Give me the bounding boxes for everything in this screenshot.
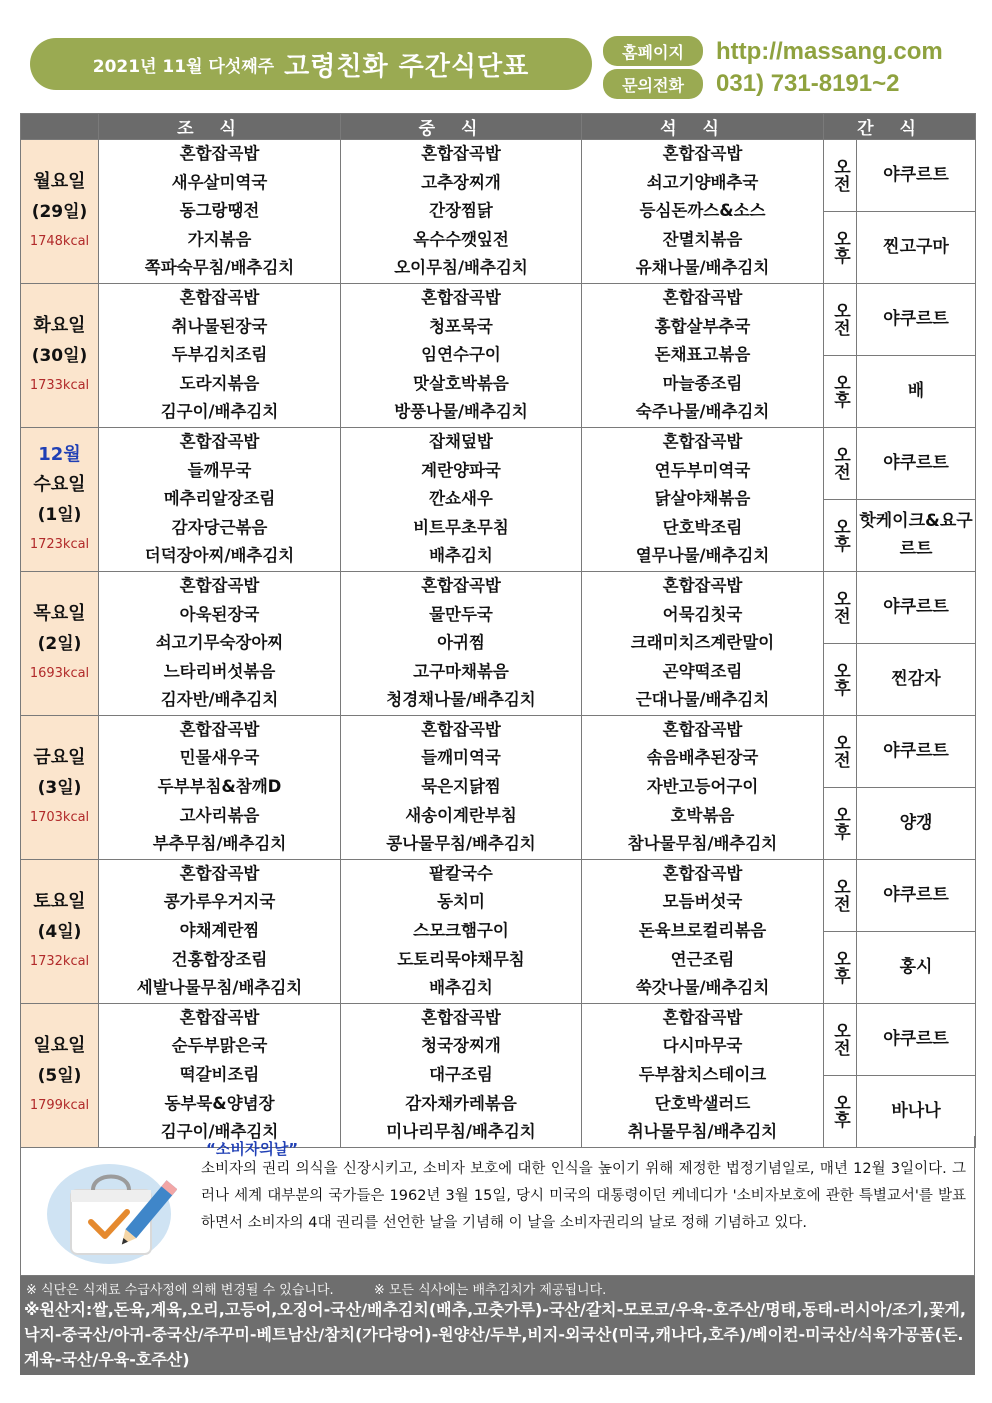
note-title: “소비자의날”	[206, 1140, 299, 1158]
menu-item: 고추장찌개	[421, 172, 501, 192]
lunch-cell	[341, 1003, 582, 1147]
day-row	[21, 283, 976, 355]
header-dinner: 석식	[582, 114, 824, 140]
menu-item: 연근조림	[670, 949, 735, 969]
day-cell	[21, 427, 99, 571]
header-empty	[21, 114, 99, 140]
snack-time-pm: 오후	[824, 499, 857, 571]
menu-item: 자반고등어구이	[646, 777, 759, 797]
menu-item: 쪽파숙무침/배추김치	[144, 258, 295, 278]
menu-item: 혼합잡곡밥	[179, 287, 260, 307]
day-cell	[21, 571, 99, 715]
menu-item: 혼합잡곡밥	[662, 144, 743, 163]
snack-am: 야쿠르트	[857, 283, 976, 355]
menu-item: 도토리묵야채무침	[397, 949, 525, 969]
weekly-menu-table	[20, 113, 976, 1148]
breakfast-cell	[99, 140, 341, 284]
snack-time-am: 오전	[824, 283, 857, 355]
menu-item: 물만두국	[429, 604, 493, 624]
menu-item: 솎음배추된장국	[646, 748, 759, 768]
day-month: 12월	[38, 443, 81, 465]
day-date: (29일)	[31, 202, 88, 223]
snack-time-am: 오전	[824, 1003, 857, 1075]
menu-item: 감자채카레볶음	[405, 1093, 517, 1113]
menu-item: 단호박조림	[662, 517, 743, 537]
menu-item: 혼합잡곡밥	[179, 575, 260, 595]
day-kcal: 1748kcal	[29, 234, 90, 250]
day-row	[21, 571, 976, 643]
day-date: (3일)	[37, 778, 82, 799]
snack-pm: 홍시	[857, 931, 976, 1003]
breakfast-cell	[99, 283, 341, 427]
menu-item: 혼합잡곡밥	[421, 1007, 501, 1027]
snack-pm: 찐감자	[857, 643, 976, 715]
menu-item: 유채나물/배추김치	[635, 258, 770, 278]
notice-kimchi: ※ 모든 식사에는 배추김치가 제공됩니다.	[373, 1283, 607, 1298]
day-cell	[21, 140, 99, 284]
menu-item: 청국장찌개	[421, 1036, 501, 1056]
snack-time-am: 오전	[824, 859, 857, 931]
snack-time-pm: 오후	[824, 1075, 857, 1147]
menu-item: 혼합잡곡밥	[421, 144, 501, 163]
menu-item: 고구마채볶음	[413, 661, 509, 681]
lunch-cell	[341, 571, 582, 715]
menu-item: 감자당근볶음	[171, 517, 268, 537]
menu-item: 건홍합장조림	[171, 949, 268, 969]
table-header-row	[21, 114, 976, 140]
menu-item: 임연수구이	[421, 345, 501, 365]
menu-item: 아귀찜	[437, 633, 485, 653]
snack-time-pm: 오후	[824, 931, 857, 1003]
menu-item: 어묵김칫국	[662, 604, 743, 624]
menu-item: 단호박샐러드	[654, 1093, 751, 1113]
breakfast-cell	[99, 715, 341, 859]
menu-item: 비트무초무침	[413, 517, 509, 537]
menu-item: 팥칼국수	[429, 863, 493, 883]
menu-item: 참나물무침/배추김치	[627, 834, 778, 854]
snack-am: 야쿠르트	[857, 140, 976, 212]
menu-item: 맛살호박볶음	[413, 373, 509, 393]
phone-number: 031) 731-8191~2	[716, 70, 900, 97]
menu-item: 취나물무침/배추김치	[627, 1122, 778, 1142]
snack-am: 야쿠르트	[857, 427, 976, 499]
menu-item: 콩나물무침/배추김치	[386, 834, 536, 854]
menu-item: 혼합잡곡밥	[421, 287, 501, 307]
menu-item: 김구이/배추김치	[160, 402, 279, 422]
breakfast-cell	[99, 1003, 341, 1147]
breakfast-cell	[99, 427, 341, 571]
day-date: (4일)	[37, 922, 82, 943]
breakfast-cell	[99, 859, 341, 1003]
header-breakfast: 조식	[99, 114, 341, 140]
day-date: (1일)	[37, 504, 82, 525]
menu-item: 새우살미역국	[171, 172, 268, 192]
homepage-label: 홈페이지	[603, 36, 703, 66]
snack-time-am: 오전	[824, 140, 857, 212]
day-row	[21, 427, 976, 499]
day-kcal: 1799kcal	[29, 1098, 90, 1114]
snack-pm: 양갱	[857, 787, 976, 859]
day-kcal: 1723kcal	[29, 536, 90, 552]
menu-item: 민물새우국	[179, 748, 260, 768]
menu-item: 고사리볶음	[179, 805, 260, 825]
menu-item: 깐쇼새우	[429, 489, 493, 509]
menu-item: 배추김치	[429, 546, 493, 566]
menu-item: 대구조림	[429, 1065, 493, 1084]
day-row	[21, 715, 976, 787]
day-kcal: 1703kcal	[29, 810, 90, 826]
menu-item: 혼합잡곡밥	[421, 719, 501, 739]
footer	[20, 1276, 975, 1375]
menu-item: 김구이/배추김치	[160, 1122, 279, 1142]
consumer-day-note	[20, 1136, 975, 1276]
menu-item: 등심돈까스&소스	[639, 201, 766, 221]
menu-item: 야채계란찜	[179, 921, 260, 941]
menu-item: 쑥갓나물/배추김치	[635, 978, 770, 998]
note-body: 소비자의 권리 의식을 신장시키고, 소비자 보호에 대한 인식을 높이기 위해 제정한 법정기념일로, 매년 12월 3일이다. 그러나 세계 대부분의 국가들은 1962년 3월 15일, 당시 미국의 대통령이던 케네디가 '소비자보호에 관한 특별교서'를 발표하면서 소비자의 4대 권리를 선언한 날을 기념해 이 날을 소비자권리의 날로 정해 기념하고 있다.	[201, 1161, 966, 1231]
header-lunch: 중식	[341, 114, 582, 140]
menu-item: 미나리무침/배추김치	[386, 1122, 536, 1142]
snack-time-pm: 오후	[824, 211, 857, 283]
menu-item: 세발나물무침/배추김치	[136, 978, 303, 998]
menu-item: 쇠고기양배추국	[646, 172, 759, 192]
menu-item: 취나물된장국	[171, 316, 268, 336]
menu-item: 청포묵국	[429, 316, 493, 336]
header-snack: 간식	[824, 114, 976, 140]
menu-item: 스모크햄구이	[413, 921, 509, 941]
menu-item: 도라지볶음	[179, 373, 260, 393]
menu-item: 모듬버섯국	[662, 892, 743, 912]
day-name: 화요일	[33, 315, 86, 337]
day-row	[21, 1003, 976, 1075]
menu-item: 옥수수깻잎전	[413, 229, 509, 249]
dinner-cell	[582, 859, 824, 1003]
menu-item: 연두부미역국	[654, 460, 751, 480]
menu-item: 김자반/배추김치	[160, 690, 279, 710]
day-cell	[21, 283, 99, 427]
snack-time-pm: 오후	[824, 355, 857, 427]
menu-item: 들깨무국	[187, 460, 252, 480]
menu-item: 아욱된장국	[179, 604, 260, 624]
menu-item: 혼합잡곡밥	[179, 863, 260, 883]
day-kcal: 1732kcal	[29, 954, 90, 970]
day-kcal: 1733kcal	[29, 378, 90, 394]
day-name: 수요일	[33, 473, 86, 495]
menu-item: 혼합잡곡밥	[662, 719, 743, 739]
snack-time-am: 오전	[824, 571, 857, 643]
menu-item: 마늘종조림	[662, 373, 743, 393]
day-name: 토요일	[33, 891, 86, 913]
menu-item: 오이무침/배추김치	[394, 258, 528, 278]
day-name: 목요일	[33, 603, 86, 625]
menu-item: 계란양파국	[421, 460, 501, 480]
day-row	[21, 140, 976, 212]
breakfast-cell	[99, 571, 341, 715]
page-header	[30, 38, 592, 90]
menu-item: 혼합잡곡밥	[662, 1007, 743, 1027]
day-name: 일요일	[33, 1035, 86, 1057]
menu-item: 들깨미역국	[421, 748, 501, 768]
menu-item: 두부참치스테이크	[638, 1065, 767, 1084]
menu-item: 쇠고기무숙장아찌	[155, 633, 284, 653]
notice-change: ※ 식단은 식재료 수급사정에 의해 변경될 수 있습니다.	[26, 1283, 334, 1298]
menu-item: 콩가루우거지국	[163, 892, 276, 912]
menu-item: 혼합잡곡밥	[179, 431, 260, 451]
menu-item: 메추리알장조림	[163, 489, 276, 509]
menu-item: 숙주나물/배추김치	[635, 402, 770, 422]
menu-item: 느타리버섯볶음	[163, 661, 276, 681]
menu-item: 혼합잡곡밥	[662, 287, 743, 307]
snack-am: 야쿠르트	[857, 1003, 976, 1075]
day-kcal: 1693kcal	[29, 666, 90, 682]
menu-item: 혼합잡곡밥	[179, 144, 260, 163]
day-date: (2일)	[37, 634, 82, 655]
menu-item: 동치미	[437, 892, 485, 912]
menu-item: 홍합살부추국	[654, 316, 751, 336]
menu-item: 두부부침&참깨D	[157, 777, 282, 797]
phone-label: 문의전화	[603, 69, 703, 99]
dinner-cell	[582, 1003, 824, 1147]
menu-item: 곤약떡조림	[662, 661, 743, 681]
menu-item: 잔멸치볶음	[662, 229, 743, 249]
menu-item: 호박볶음	[670, 805, 735, 825]
dinner-cell	[582, 283, 824, 427]
menu-item: 청경채나물/배추김치	[386, 690, 536, 710]
dinner-cell	[582, 140, 824, 284]
day-row	[21, 859, 976, 931]
origin-info: ※원산지:쌀,돈육,계육,오리,고등어,오징어-국산/배추김치(배추,고춧가루)-국산/갈치-모로코/우육-호주산/명태,동태-러시아/조기,꽃게,낙지-중국산/아귀-중국산/주꾸미-베트남산/참치(가다랑어)-원양산/두부,비지-외국산(미국,캐나다,호주)/베이컨-미국산/식육가공품(돈.계육-국산/우육-호주산)	[24, 1300, 966, 1369]
lunch-cell	[341, 283, 582, 427]
menu-item: 가지볶음	[187, 229, 252, 249]
page-title: 고령친화 주간식단표	[284, 51, 530, 82]
snack-time-am: 오전	[824, 427, 857, 499]
dinner-cell	[582, 427, 824, 571]
menu-item: 혼합잡곡밥	[179, 719, 260, 739]
snack-pm: 배	[857, 355, 976, 427]
snack-pm: 바나나	[857, 1075, 976, 1147]
snack-am: 야쿠르트	[857, 571, 976, 643]
menu-item: 크래미치즈계란말이	[630, 633, 775, 653]
dinner-cell	[582, 571, 824, 715]
snack-pm: 찐고구마	[857, 211, 976, 283]
menu-item: 근대나물/배추김치	[635, 690, 770, 710]
menu-item: 돈육브로컬리볶음	[638, 921, 767, 941]
shopping-bag-check-pencil-icon	[47, 1156, 177, 1266]
day-date: (5일)	[37, 1066, 82, 1087]
lunch-cell	[341, 427, 582, 571]
snack-time-pm: 오후	[824, 787, 857, 859]
menu-item: 순두부맑은국	[171, 1036, 268, 1056]
menu-item: 두부김치조림	[171, 345, 268, 365]
menu-item: 혼합잡곡밥	[662, 431, 743, 451]
menu-item: 잡채덮밥	[429, 431, 493, 451]
lunch-cell	[341, 140, 582, 284]
menu-item: 동그랑땡전	[179, 201, 260, 221]
menu-item: 묵은지닭찜	[421, 777, 501, 797]
menu-item: 배추김치	[429, 978, 493, 998]
homepage-link[interactable]: http://massang.com	[716, 38, 943, 65]
day-cell	[21, 859, 99, 1003]
menu-item: 열무나물/배추김치	[635, 546, 770, 566]
footer-notices	[20, 1276, 975, 1297]
menu-item: 혼합잡곡밥	[421, 575, 501, 595]
menu-item: 동부묵&양념장	[164, 1093, 275, 1113]
menu-item: 간장찜닭	[429, 201, 493, 221]
menu-item: 방풍나물/배추김치	[394, 402, 528, 422]
day-date: (30일)	[31, 346, 88, 367]
day-cell	[21, 715, 99, 859]
lunch-cell	[341, 715, 582, 859]
menu-item: 새송이계란부침	[405, 805, 517, 825]
day-cell	[21, 1003, 99, 1147]
dinner-cell	[582, 715, 824, 859]
snack-am: 야쿠르트	[857, 715, 976, 787]
menu-item: 더덕장아찌/배추김치	[144, 546, 295, 566]
menu-item: 돈채표고볶음	[654, 345, 751, 365]
day-name: 월요일	[33, 171, 86, 193]
menu-item: 혼합잡곡밥	[179, 1007, 260, 1027]
header-prefix: 2021년 11월 다섯째주	[92, 56, 275, 77]
menu-item: 다시마무국	[662, 1036, 743, 1056]
snack-time-pm: 오후	[824, 643, 857, 715]
menu-item: 혼합잡곡밥	[662, 575, 743, 595]
menu-item: 떡갈비조림	[179, 1065, 260, 1084]
day-name: 금요일	[33, 747, 86, 769]
snack-time-am: 오전	[824, 715, 857, 787]
snack-am: 야쿠르트	[857, 859, 976, 931]
snack-pm: 핫케이크&요구르트	[857, 499, 976, 571]
menu-item: 혼합잡곡밥	[662, 863, 743, 883]
menu-item: 닭살야채볶음	[654, 489, 751, 509]
menu-item: 부추무침/배추김치	[152, 834, 287, 854]
lunch-cell	[341, 859, 582, 1003]
